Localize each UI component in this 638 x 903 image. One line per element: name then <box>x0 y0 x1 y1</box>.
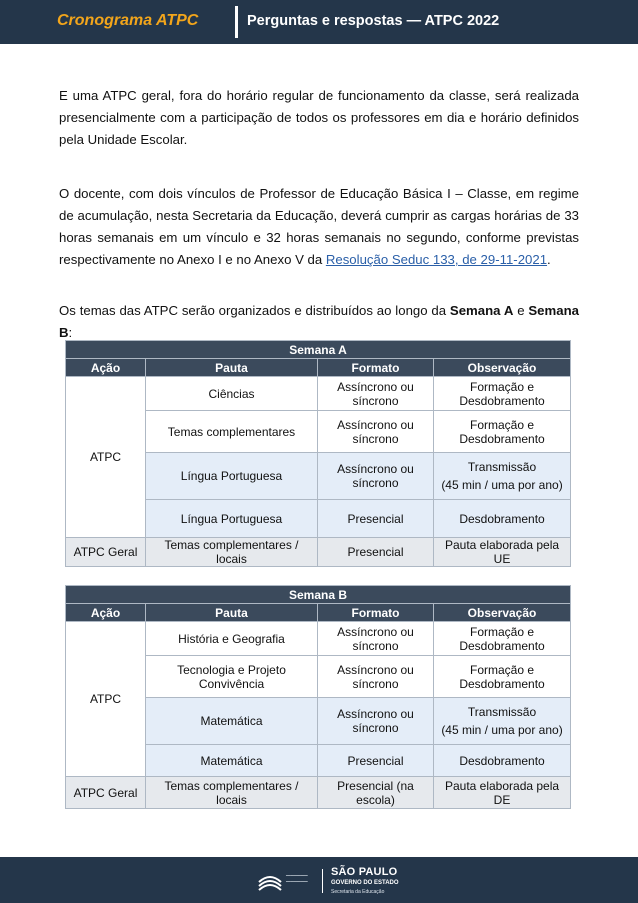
col-header-acao: Ação <box>66 604 146 622</box>
acao-cell: ATPC <box>66 377 146 538</box>
observacao-cell: Formação e Desdobramento <box>434 377 571 411</box>
observacao-cell: Pauta elaborada pela UE <box>434 538 571 567</box>
formato-cell: Assíncrono ou síncrono <box>318 622 434 656</box>
pauta-cell: Temas complementares / locais <box>146 538 318 567</box>
footer-logo-subtitle: GOVERNO DO ESTADO <box>331 880 399 886</box>
observacao-cell: Desdobramento <box>434 500 571 538</box>
formato-cell: Presencial <box>318 745 434 777</box>
footer-small-text: ━━━━━━━━━ <box>286 879 308 884</box>
table-row-footer <box>66 538 571 567</box>
formato-cell: Assíncrono ou síncrono <box>318 698 434 745</box>
formato-cell: Presencial (na escola) <box>318 777 434 809</box>
paragraph-docente: O docente, com dois vínculos de Professor de Educação Básica I – Classe, em regime de acumulação, nesta Secretaria da Educação, deverá cumprir as cargas horárias de 33 horas semanais em um vínculo e 32 horas semanais no segundo, conforme previstas respectivamente no Anexo I e no Anexo V da Resolução Seduc 133, de 29-11-2021. <box>59 186 579 268</box>
table-row <box>66 622 571 656</box>
paragraph-temas: Os temas das ATPC serão organizados e distribuídos ao longo da Semana A e Semana B: <box>59 303 579 341</box>
header-right-title: Perguntas e respostas — ATPC 2022 <box>247 13 500 29</box>
formato-cell: Assíncrono ou síncrono <box>318 411 434 453</box>
table-semana-b <box>65 585 571 809</box>
table-semana-a <box>65 340 571 567</box>
col-header-pauta: Pauta <box>146 604 318 622</box>
pauta-cell: Matemática <box>146 745 318 777</box>
header-left-title: Cronograma ATPC <box>57 12 199 29</box>
acao-cell: ATPC Geral <box>66 777 146 809</box>
acao-cell: ATPC <box>66 622 146 777</box>
table-title: Semana B <box>66 586 571 604</box>
table-row <box>66 377 571 411</box>
pauta-cell: Língua Portuguesa <box>146 453 318 500</box>
table-title: Semana A <box>66 341 571 359</box>
footer-small-text: ━━━━━━━━━ <box>286 873 308 878</box>
observacao-cell: Transmissão (45 min / uma por ano) <box>434 453 571 500</box>
col-header-pauta: Pauta <box>146 359 318 377</box>
col-header-observacao: Observação <box>434 359 571 377</box>
state-emblem-icon <box>257 868 283 892</box>
col-header-formato: Formato <box>318 359 434 377</box>
acao-cell: ATPC Geral <box>66 538 146 567</box>
header-divider <box>235 6 238 38</box>
footer-logo-secretaria: Secretaria da Educação <box>331 889 385 895</box>
pauta-cell: Temas complementares / locais <box>146 777 318 809</box>
footer-divider <box>322 869 323 893</box>
page-header <box>0 0 638 44</box>
formato-cell: Assíncrono ou síncrono <box>318 377 434 411</box>
col-header-acao: Ação <box>66 359 146 377</box>
pauta-cell: Temas complementares <box>146 411 318 453</box>
observacao-cell: Formação e Desdobramento <box>434 411 571 453</box>
formato-cell: Assíncrono ou síncrono <box>318 656 434 698</box>
observacao-cell: Formação e Desdobramento <box>434 622 571 656</box>
col-header-formato: Formato <box>318 604 434 622</box>
observacao-cell: Transmissão (45 min / uma por ano) <box>434 698 571 745</box>
pauta-cell: Matemática <box>146 698 318 745</box>
footer-logo-title: SÃO PAULO <box>331 866 398 878</box>
pauta-cell: História e Geografia <box>146 622 318 656</box>
pauta-cell: Língua Portuguesa <box>146 500 318 538</box>
paragraph-atpc-geral: E uma ATPC geral, fora do horário regular de funcionamento da classe, será realizada presencialmente com a participação de todos os professores em dia e horário definidos pela Unidade Escolar. <box>59 88 579 148</box>
formato-cell: Presencial <box>318 500 434 538</box>
observacao-cell: Desdobramento <box>434 745 571 777</box>
table-row-footer <box>66 777 571 809</box>
formato-cell: Assíncrono ou síncrono <box>318 453 434 500</box>
resolucao-link[interactable]: Resolução Seduc 133, de 29-11-2021 <box>325 252 548 268</box>
observacao-cell: Formação e Desdobramento <box>434 656 571 698</box>
pauta-cell: Ciências <box>146 377 318 411</box>
col-header-observacao: Observação <box>434 604 571 622</box>
page-footer <box>0 857 638 903</box>
pauta-cell: Tecnologia e Projeto Convivência <box>146 656 318 698</box>
observacao-cell: Pauta elaborada pela DE <box>434 777 571 809</box>
formato-cell: Presencial <box>318 538 434 567</box>
